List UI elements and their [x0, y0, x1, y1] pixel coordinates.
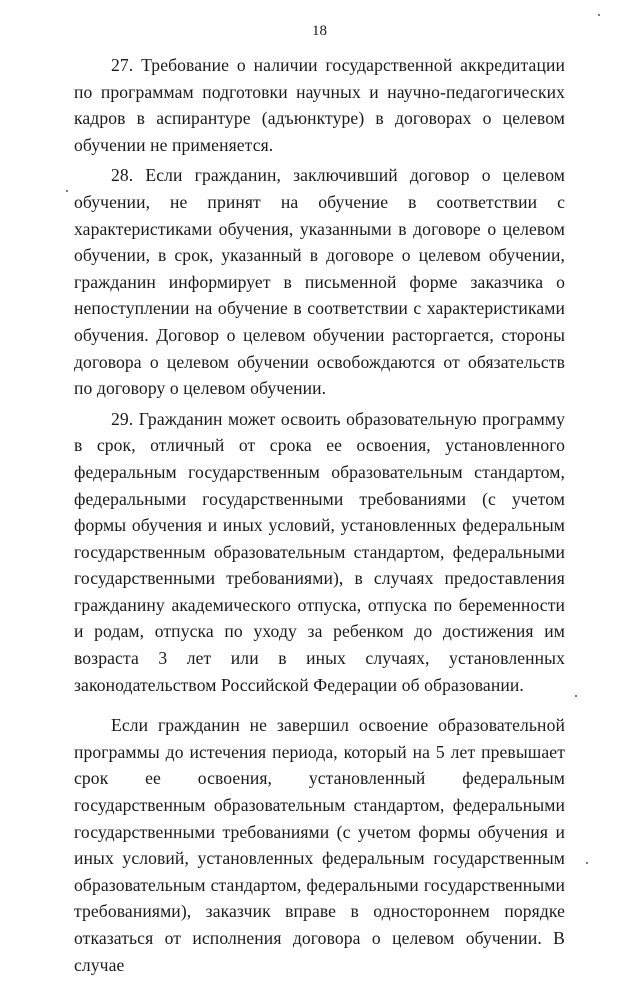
paragraph-29-continuation: Если гражданин не завершил освоение образовательной программы до истечения периода, который на 5 лет превышает срок ее освоения, установленный федеральным государственным образовательным стандартом, федеральными государственными требованиями (с учетом формы обучения и иных условий, установленных федеральным государственным образовательным стандартом, федеральными государственными требованиями), заказчик вправе в одностороннем порядке отказаться от исполнения договора о целевом обучении. В случае	[74, 715, 565, 975]
scan-speck	[586, 862, 588, 864]
paragraph-27: 27. Требование о наличии государственной аккредитации по программам подготовки научных и научно-педагогических кадров в аспирантуре (адъюнктуре) в договорах о целевом обучении не применяется.	[74, 55, 565, 155]
document-body	[74, 52, 565, 982]
paragraph-28: 28. Если гражданин, заключивший договор о целевом обучении, не принят на обучение в соответствии с характеристиками обучения, указанными в договоре о целевом обучении, в срок, указанный в договоре о целевом обучении, гражданин информирует в письменной форме заказчика о непоступлении на обучение в соответствии с характеристиками обучения. Договор о целевом обучении расторгается, стороны договора о целевом обучении освобождаются от обязательств по договору о целевом обучении.	[74, 165, 565, 399]
page-number: 18	[312, 23, 327, 39]
scan-speck	[575, 695, 577, 697]
scan-speck	[66, 190, 68, 192]
scan-speck	[598, 14, 600, 16]
paragraph-29: 29. Гражданин может освоить образовательную программу в срок, отличный от срока ее освоения, установленного федеральным государственным образовательным стандартом, федеральными государственными требованиями (с учетом формы обучения и иных условий, установленных федеральным государственным образовательным стандартом, федеральными государственными требованиями), в случаях предоставления гражданину академического отпуска, отпуска по беременности и родам, отпуска по уходу за ребенком до достижения им возраста 3 лет или в иных случаях, установленных законодательством Российской Федерации об образовании.	[74, 408, 565, 695]
